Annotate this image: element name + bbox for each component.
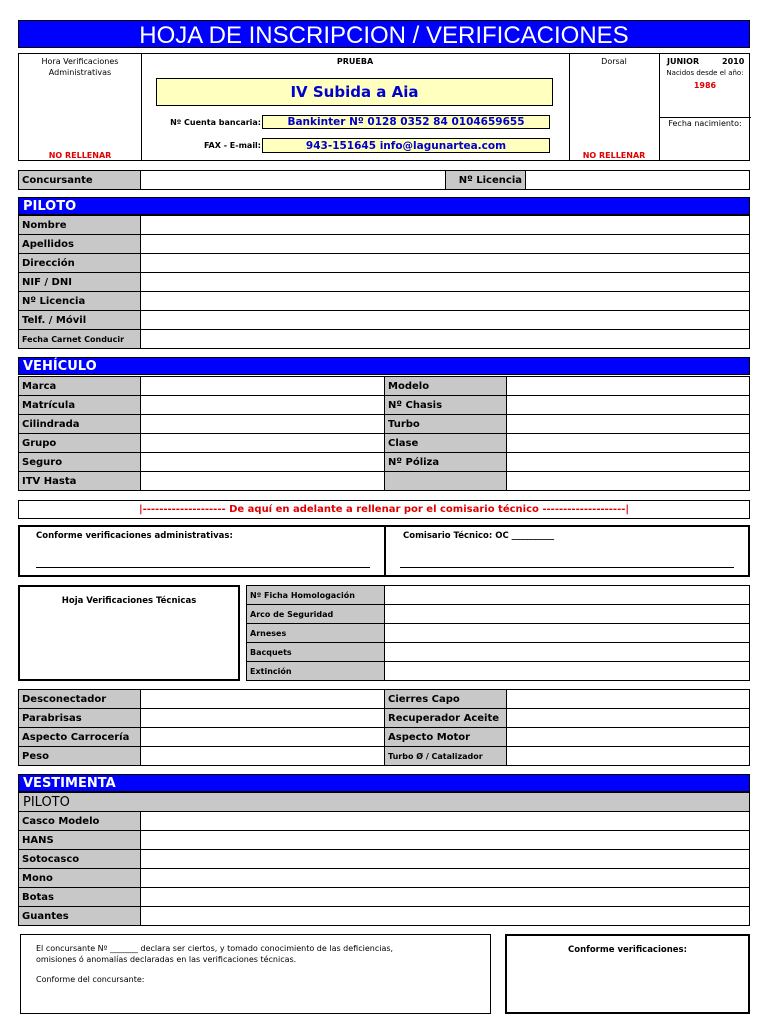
vehiculo-field-grupo[interactable] xyxy=(141,434,385,453)
piloto-label-direccion: Dirección xyxy=(19,254,141,273)
vestimenta-label-sotocasco: Sotocasco xyxy=(19,850,141,869)
vestimenta-section-header: VESTIMENTA xyxy=(18,774,750,792)
check-label-cierres-capo: Cierres Capo xyxy=(385,690,507,709)
vehiculo-field-n-poliza[interactable] xyxy=(507,453,750,472)
junior-label: JUNIOR xyxy=(667,57,700,66)
vestimenta-field-sotocasco[interactable] xyxy=(141,850,750,869)
vehiculo-field-itv-hasta[interactable] xyxy=(141,472,385,491)
piloto-row xyxy=(19,311,750,330)
check-field-aspecto-motor[interactable] xyxy=(507,728,750,747)
vestimenta-table xyxy=(18,811,750,926)
vehiculo-label-turbo: Turbo xyxy=(385,415,507,434)
piloto-field-apellidos[interactable] xyxy=(141,235,750,254)
vehiculo-label-n-chasis: Nº Chasis xyxy=(385,396,507,415)
vestimenta-field-guantes[interactable] xyxy=(141,907,750,926)
vestimenta-row xyxy=(19,850,750,869)
tecnica-label-bacquets: Bacquets xyxy=(247,643,385,662)
declaracion-box xyxy=(20,934,491,1014)
vestimenta-label-casco-modelo: Casco Modelo xyxy=(19,812,141,831)
concursante-label: Concursante xyxy=(19,171,141,190)
vehiculo-field-n-chasis[interactable] xyxy=(507,396,750,415)
hoja-tecnicas-box[interactable] xyxy=(18,585,240,681)
prueba-label: PRUEBA xyxy=(336,57,374,66)
vehiculo-label-matricula: Matrícula xyxy=(19,396,141,415)
vestimenta-row xyxy=(19,831,750,850)
check-label-desconectador: Desconectador xyxy=(19,690,141,709)
vehiculo-field-marca[interactable] xyxy=(141,377,385,396)
declaracion-line-1: El concursante Nº _______ declara ser ciertos, y tomado conocimiento de las deficiencias, xyxy=(36,944,394,953)
vehiculo-label-grupo: Grupo xyxy=(19,434,141,453)
vehiculo-field-matricula[interactable] xyxy=(141,396,385,415)
piloto-label-apellidos: Apellidos xyxy=(19,235,141,254)
header-block xyxy=(18,53,750,161)
conforme-concursante-label: Conforme del concursante: xyxy=(36,975,145,984)
check-label-peso: Peso xyxy=(19,747,141,766)
vestimenta-row xyxy=(19,869,750,888)
vestimenta-row xyxy=(19,907,750,926)
fecha-nacimiento-label: Fecha nacimiento: xyxy=(668,119,742,128)
nacidos-year: 1986 xyxy=(693,81,717,90)
tecnica-row xyxy=(247,586,750,605)
vehiculo-row xyxy=(19,453,750,472)
vestimenta-label-botas: Botas xyxy=(19,888,141,907)
vehiculo-row xyxy=(19,396,750,415)
tecnica-field-arco-de-seguridad[interactable] xyxy=(385,605,750,624)
tecnica-label-extincion: Extinción xyxy=(247,662,385,681)
vestimenta-label-hans: HANS xyxy=(19,831,141,850)
vehiculo-label-n-poliza: Nº Póliza xyxy=(385,453,507,472)
check-label-turbo-catalizador: Turbo Ø / Catalizador xyxy=(385,747,507,766)
comisario-signature-line[interactable] xyxy=(400,567,734,568)
vehiculo-label-blank xyxy=(385,472,507,491)
tecnica-field-extincion[interactable] xyxy=(385,662,750,681)
piloto-table xyxy=(18,215,750,349)
fax-email-value: 943-151645 info@lagunartea.com xyxy=(262,138,550,153)
piloto-row xyxy=(19,330,750,349)
piloto-field-telf-movil[interactable] xyxy=(141,311,750,330)
vehiculo-label-cilindrada: Cilindrada xyxy=(19,415,141,434)
piloto-section-header: PILOTO xyxy=(18,197,750,215)
vestimenta-field-hans[interactable] xyxy=(141,831,750,850)
tecnica-row xyxy=(247,624,750,643)
vehiculo-field-cilindrada[interactable] xyxy=(141,415,385,434)
vehiculo-row xyxy=(19,434,750,453)
declaracion-line-2: omisiones ó anomalías declaradas en las verificaciones técnicas. xyxy=(36,955,297,964)
tecnica-field-arneses[interactable] xyxy=(385,624,750,643)
vestimenta-field-casco-modelo[interactable] xyxy=(141,812,750,831)
comisario-notice: |-------------------- De aquí en adelante a rellenar por el comisario técnico --------------------| xyxy=(18,500,750,519)
piloto-label-nombre: Nombre xyxy=(19,216,141,235)
piloto-field-direccion[interactable] xyxy=(141,254,750,273)
vehiculo-field-blank[interactable] xyxy=(507,472,750,491)
piloto-row xyxy=(19,292,750,311)
vehiculo-label-marca: Marca xyxy=(19,377,141,396)
concursante-licencia-field[interactable] xyxy=(526,171,750,190)
event-name: IV Subida a Aia xyxy=(156,78,553,106)
piloto-label-fecha-carnet-conducir: Fecha Carnet Conducir xyxy=(19,330,141,349)
tecnica-row xyxy=(247,643,750,662)
concursante-field[interactable] xyxy=(141,171,446,190)
piloto-field-n-licencia[interactable] xyxy=(141,292,750,311)
tecnicas-table xyxy=(246,585,750,681)
vehiculo-label-seguro: Seguro xyxy=(19,453,141,472)
checks-table xyxy=(18,689,750,766)
piloto-row xyxy=(19,273,750,292)
piloto-row xyxy=(19,235,750,254)
dorsal-label: Dorsal xyxy=(601,57,627,66)
piloto-label-telf-movil: Telf. / Móvil xyxy=(19,311,141,330)
vestimenta-row xyxy=(19,888,750,907)
vehiculo-row xyxy=(19,377,750,396)
conforme-admin-label: Conforme verificaciones administrativas: xyxy=(36,531,233,541)
check-row xyxy=(19,709,750,728)
check-row xyxy=(19,690,750,709)
vehiculo-label-modelo: Modelo xyxy=(385,377,507,396)
junior-year: 2010 xyxy=(722,57,745,66)
no-rellenar-right: NO RELLENAR xyxy=(582,151,646,160)
vehiculo-section-header: VEHÍCULO xyxy=(18,357,750,375)
check-field-turbo-catalizador[interactable] xyxy=(507,747,750,766)
no-rellenar-left: NO RELLENAR xyxy=(48,151,112,160)
check-field-peso[interactable] xyxy=(141,747,385,766)
vestimenta-row xyxy=(19,812,750,831)
conforme-verificaciones-box[interactable] xyxy=(505,934,750,1014)
tecnica-label-arneses: Arneses xyxy=(247,624,385,643)
hoja-tecnicas-label: Hoja Verificaciones Técnicas xyxy=(61,596,197,606)
hora-verificaciones-label: Hora Verificaciones xyxy=(41,57,119,66)
vestimenta-field-botas[interactable] xyxy=(141,888,750,907)
vehiculo-field-turbo[interactable] xyxy=(507,415,750,434)
piloto-field-nombre[interactable] xyxy=(141,216,750,235)
piloto-field-nif-dni[interactable] xyxy=(141,273,750,292)
piloto-label-nif-dni: NIF / DNI xyxy=(19,273,141,292)
check-field-desconectador[interactable] xyxy=(141,690,385,709)
vehiculo-label-clase: Clase xyxy=(385,434,507,453)
vehiculo-label-itv-hasta: ITV Hasta xyxy=(19,472,141,491)
tecnica-row xyxy=(247,605,750,624)
check-row xyxy=(19,728,750,747)
vehiculo-row xyxy=(19,415,750,434)
check-label-aspecto-motor: Aspecto Motor xyxy=(385,728,507,747)
check-field-recuperador-aceite[interactable] xyxy=(507,709,750,728)
piloto-label-n-licencia: Nº Licencia xyxy=(19,292,141,311)
check-label-aspecto-carroceria: Aspecto Carrocería xyxy=(19,728,141,747)
comisario-tecnico-label: Comisario Técnico: OC __________ xyxy=(403,531,555,541)
vestimenta-label-mono: Mono xyxy=(19,869,141,888)
tecnica-label-n-ficha-homologacion: Nº Ficha Homologación xyxy=(247,586,385,605)
vestimenta-field-mono[interactable] xyxy=(141,869,750,888)
vehiculo-row xyxy=(19,472,750,491)
cuenta-bancaria-label: Nº Cuenta bancaria: xyxy=(170,118,261,127)
vestimenta-label-guantes: Guantes xyxy=(19,907,141,926)
check-label-parabrisas: Parabrisas xyxy=(19,709,141,728)
conforme-verificaciones-label: Conforme verificaciones: xyxy=(568,945,687,955)
cuenta-bancaria-value: Bankinter Nº 0128 0352 84 0104659655 xyxy=(262,115,550,129)
concursante-licencia-label: Nº Licencia xyxy=(446,171,526,190)
tecnica-field-bacquets[interactable] xyxy=(385,643,750,662)
vehiculo-field-seguro[interactable] xyxy=(141,453,385,472)
vehiculo-field-clase[interactable] xyxy=(507,434,750,453)
vehiculo-field-modelo[interactable] xyxy=(507,377,750,396)
tecnica-label-arco-de-seguridad: Arco de Seguridad xyxy=(247,605,385,624)
vestimenta-piloto-subheader: PILOTO xyxy=(18,792,750,812)
administrativas-label: Administrativas xyxy=(48,68,112,77)
concursante-row xyxy=(18,170,750,190)
piloto-field-fecha-carnet-conducir[interactable] xyxy=(141,330,750,349)
fax-email-label: FAX - E-mail: xyxy=(204,141,261,150)
conforme-admin-signature-line[interactable] xyxy=(36,567,370,568)
page-title: HOJA DE INSCRIPCION / VERIFICACIONES xyxy=(18,20,750,48)
tecnica-row xyxy=(247,662,750,681)
check-field-parabrisas[interactable] xyxy=(141,709,385,728)
piloto-row xyxy=(19,216,750,235)
check-row xyxy=(19,747,750,766)
check-field-cierres-capo[interactable] xyxy=(507,690,750,709)
vehiculo-table xyxy=(18,376,750,491)
check-label-recuperador-aceite: Recuperador Aceite xyxy=(385,709,507,728)
tecnica-field-n-ficha-homologacion[interactable] xyxy=(385,586,750,605)
piloto-row xyxy=(19,254,750,273)
conforme-comisario-box xyxy=(18,525,750,577)
check-field-aspecto-carroceria[interactable] xyxy=(141,728,385,747)
nacidos-desde-label: Nacidos desde el año: xyxy=(666,69,744,77)
